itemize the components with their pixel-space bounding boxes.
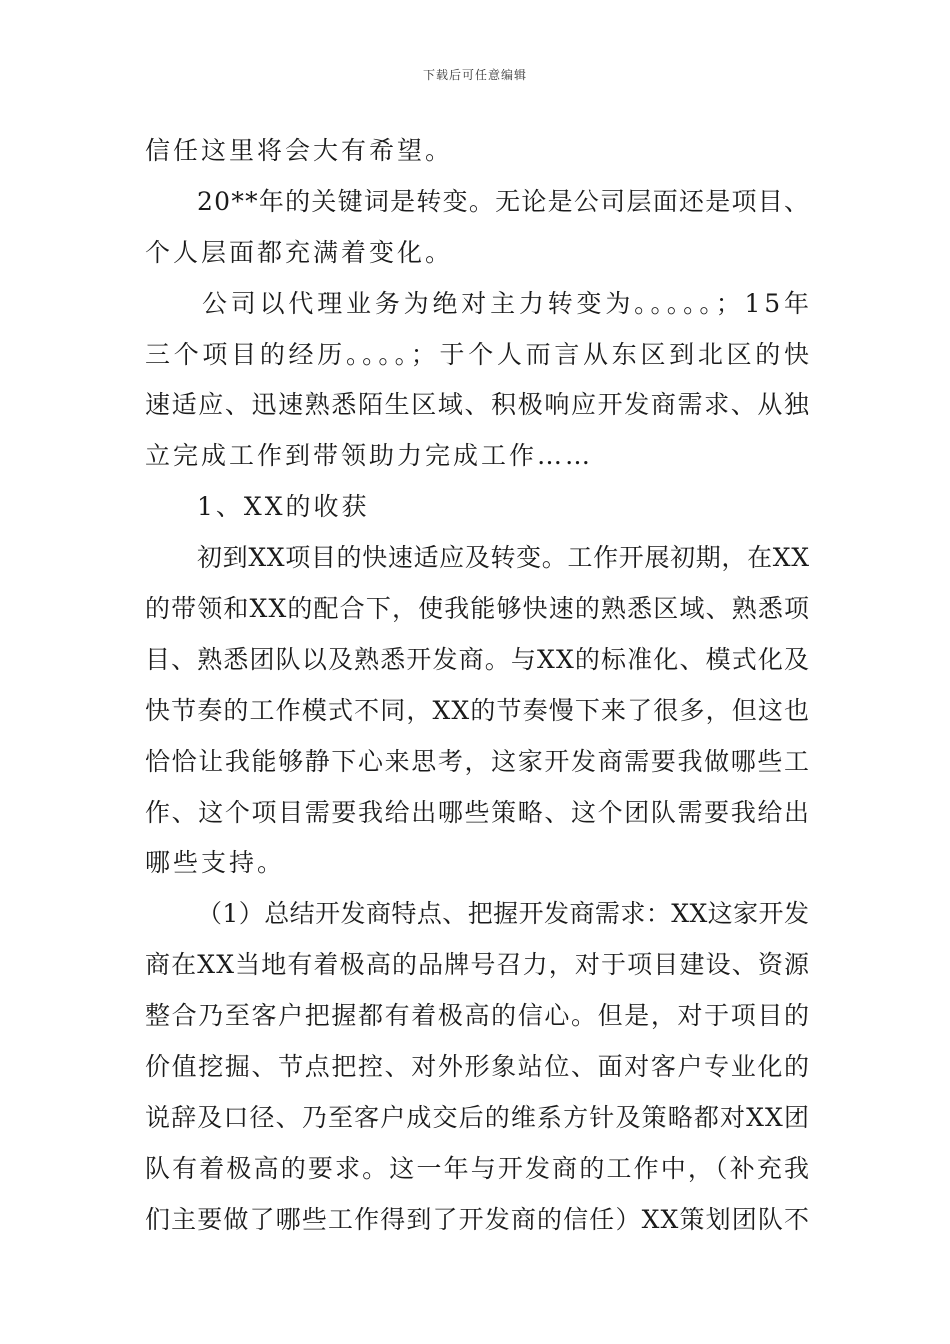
text-line: 目、熟悉团队以及熟悉开发商。与XX的标准化、模式化及	[145, 644, 811, 674]
text-line: 公司以代理业务为绝对主力转变为。。。。。；15年	[202, 288, 813, 318]
text-line: 价值挖掘、节点把控、对外形象站位、面对客户专业化的	[145, 1052, 811, 1082]
text-line: 快节奏的工作模式不同，XX的节奏慢下来了很多，但这也	[145, 695, 811, 725]
text-line: 三个项目的经历。。。。；于个人而言从东区到北区的快	[145, 339, 813, 369]
text-line: 们主要做了哪些工作得到了开发商的信任）XX策划团队不	[145, 1204, 811, 1234]
page-header: 下载后可任意编辑	[422, 68, 527, 82]
text-line: 哪些支持。	[145, 848, 286, 878]
text-line: 商在XX当地有着极高的品牌号召力，对于项目建设、资源	[145, 950, 811, 980]
text-line: 作、这个项目需要我给出哪些策略、这个团队需要我给出	[145, 797, 811, 827]
text-line: 个人层面都充满着变化。	[145, 237, 454, 267]
text-line: 初到XX项目的快速适应及转变。工作开展初期，在XX	[197, 543, 810, 573]
text-line: 整合乃至客户把握都有着极高的信心。但是，对于项目的	[145, 1001, 811, 1031]
text-line: 说辞及口径、乃至客户成交后的维系方针及策略都对XX团	[145, 1102, 811, 1132]
document-body	[145, 126, 813, 1246]
text-line: 信任这里将会大有希望。	[145, 136, 454, 165]
text-line: 恰恰让我能够静下心来思考，这家开发商需要我做哪些工	[145, 746, 811, 776]
text-line: 速适应、迅速熟悉陌生区域、积极响应开发商需求、从独	[145, 390, 811, 420]
text-line: 队有着极高的要求。这一年与开发商的工作中，（补充我	[145, 1153, 812, 1183]
text-line: 1、XX的收获	[197, 492, 370, 522]
text-line: 20**年的关键词是转变。无论是公司层面还是项目、	[197, 186, 811, 216]
text-line: 立完成工作到带领助力完成工作……	[145, 441, 594, 471]
text-line: （1）总结开发商特点、把握开发商需求：XX这家开发	[197, 899, 810, 929]
text-line: 的带领和XX的配合下，使我能够快速的熟悉区域、熟悉项	[145, 594, 811, 624]
